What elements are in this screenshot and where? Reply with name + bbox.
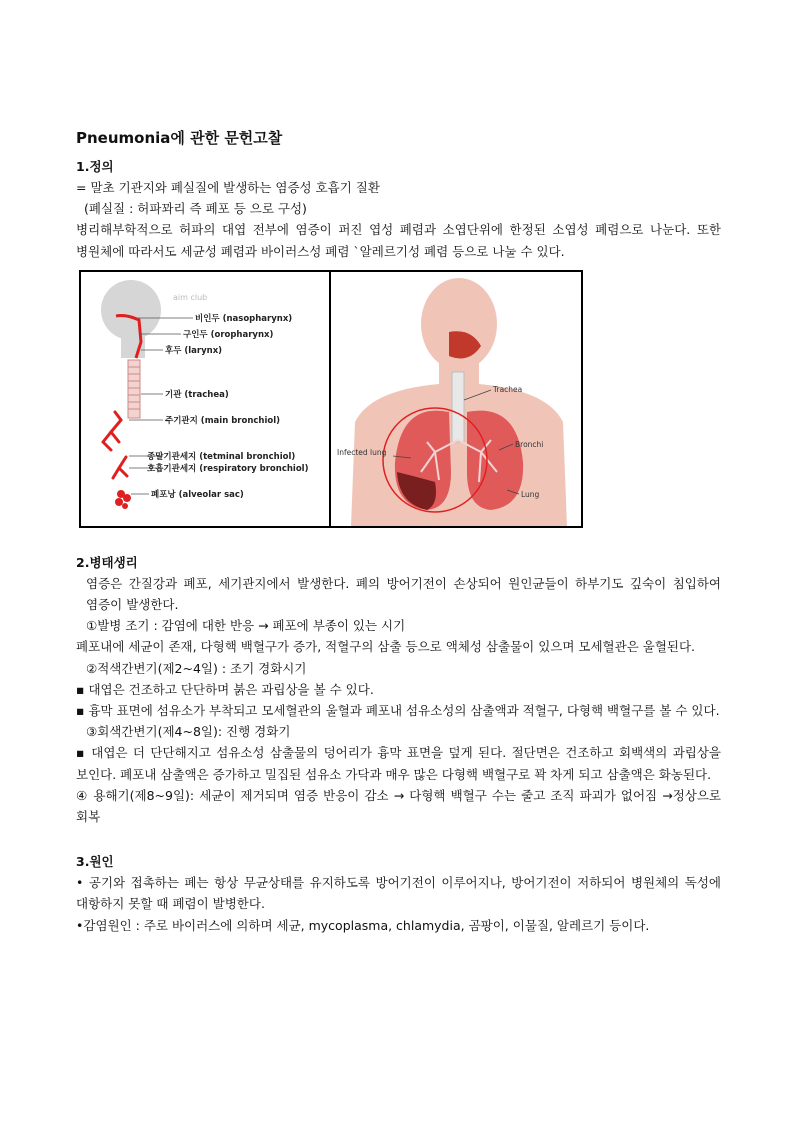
label-alveolar-sac: 폐포낭 (alveolar sac) (151, 489, 244, 500)
stage2-bullet-2: ▪ 흉막 표면에 섬유소가 부착되고 모세혈관의 울혈과 폐포내 섬유소성의 삼출액과 적혈구, 다형핵 백혈구를 볼 수 있다. (76, 703, 720, 719)
label-trachea-right: Trachea (493, 384, 523, 394)
terminal-bronchiol-shape (113, 457, 127, 478)
respiratory-figure (79, 270, 583, 528)
airway-labels (147, 313, 309, 500)
pathophysiology-heading: 2.병태생리 (76, 554, 138, 570)
lung-diagram (331, 272, 581, 526)
cause-heading: 3.원인 (76, 854, 114, 870)
label-main-bronchiol: 주기관지 (main bronchiol) (165, 415, 281, 426)
label-respiratory-bronchiol: 호흡기관세지 (respiratory bronchiol) (147, 463, 309, 474)
stage2-bullet-1: ▪ 대엽은 건조하고 단단하며 붉은 과립상을 볼 수 있다. (76, 681, 374, 697)
stage3-bullet-1: ▪ 대엽은 더 단단해지고 섬유소성 삼출물의 덩어리가 흉막 표면을 덮게 된다. 절단면은 건조하고 회백색의 과립상을 보인다. 폐포내 삼출액은 증가하고 밀집된 섬유소 가닥과 매우 많은 다형핵 백혈구로 꽉 차게 되고 삼출액은 화농된다. (76, 745, 721, 782)
label-oropharynx: 구인두 (oropharynx) (183, 329, 274, 340)
definition-heading: 1.정의 (76, 159, 114, 174)
stage4-text: ④ 용해기(제8~9일): 세균이 제거되며 염증 반응이 감소 → 다형핵 백혈구 수는 줄고 조직 파괴가 없어짐 →정상으로 회복 (76, 787, 721, 825)
lung-illustration (331, 272, 579, 526)
main-bronchiol-shape (103, 412, 121, 450)
label-nasopharynx: 비인두 (nasopharynx) (195, 313, 293, 324)
airway-illustration (81, 272, 329, 526)
stage1-title: ①발병 조기 : 감염에 대한 반응 → 폐포에 부종이 있는 시기 (86, 618, 406, 634)
trachea-tube (452, 372, 464, 442)
stage1-text: 폐포내에 세균이 존재, 다형핵 백혈구가 증가, 적혈구의 삼출 등으로 액체성 삼출물이 있으며 모세혈관은 울혈된다. (76, 639, 696, 655)
definition-line-3: 병리해부학적으로 허파의 대엽 전부에 염증이 퍼진 엽성 폐렴과 소엽단위에 한정된 소엽성 폐렴으로 나눈다. 또한 병원체에 따라서도 세균성 폐렴과 바이러스성 폐렴 `알레르기성 폐렴 등으로 나눌 수 있다. (76, 222, 721, 259)
document-page (76, 128, 721, 936)
definition-line-1: = 말초 기관지와 폐실질에 발생하는 염증성 호흡기 질환 (76, 180, 380, 195)
label-trachea: 기관 (trachea) (165, 389, 229, 400)
pathophysiology-intro: 염증은 간질강과 폐포, 세기관지에서 발생한다. 폐의 방어기전이 손상되어 원인균들이 하부기도 깊숙이 침입하여 염증이 발생한다. (86, 575, 721, 613)
label-infected-lung: Infected lung (337, 447, 387, 457)
definition-line-2: (폐실질 : 허파꽈리 즉 폐포 등 으로 구성) (84, 201, 307, 217)
page-title: Pneumonia에 관한 문헌고찰 (76, 129, 283, 147)
label-larynx: 후두 (larynx) (165, 345, 223, 356)
label-bronchi: Bronchi (515, 439, 544, 449)
cause-line-1: • 공기와 접촉하는 폐는 항상 무균상태를 유지하도록 방어기전이 이루어지나, 방어기전이 저하되어 병원체의 독성에 대항하지 못할 때 폐렴이 발병한다. (76, 875, 721, 912)
label-lung: Lung (521, 489, 540, 499)
watermark-text: aim club (173, 292, 208, 302)
label-terminal-bronchiol: 종말기관세지 (tetminal bronchiol) (147, 451, 296, 462)
stage2-title: ②적색간변기(제2~4일) : 조기 경화시기 (86, 660, 307, 676)
stage3-title: ③회색간변기(제4~8일): 진행 경화기 (86, 724, 291, 740)
alveolar-sac-shape (115, 490, 131, 509)
cause-line-2: •감염원인 : 주로 바이러스에 의하며 세균, mycoplasma, chlamydia, 곰팡이, 이물질, 알레르기 등이다. (76, 917, 650, 933)
airway-diagram (81, 272, 331, 526)
head-shape (101, 280, 161, 340)
